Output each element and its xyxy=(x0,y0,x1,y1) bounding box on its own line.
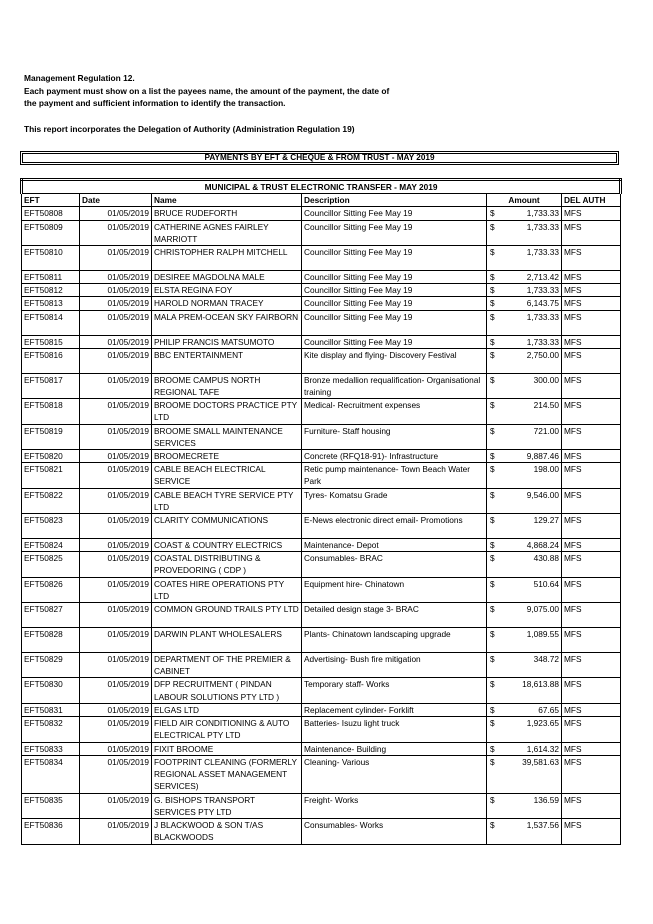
eft-cell: EFT50831 xyxy=(22,703,80,716)
payments-banner: PAYMENTS BY EFT & CHEQUE & FROM TRUST - MAY 2019 xyxy=(20,151,619,165)
payee-name-cell: ELGAS LTD xyxy=(152,703,302,716)
table-row xyxy=(22,717,621,742)
currency-symbol: $ xyxy=(490,285,495,296)
date-cell: 01/05/2019 xyxy=(80,488,152,513)
payee-name-cell: BROOMECRETE xyxy=(152,450,302,463)
amount-value: 6,143.75 xyxy=(526,298,559,309)
eft-cell: EFT50808 xyxy=(22,207,80,220)
currency-symbol: $ xyxy=(490,743,495,754)
date-cell: 01/05/2019 xyxy=(80,450,152,463)
description-cell: Advertising- Bush fire mitigation xyxy=(302,653,487,678)
currency-symbol: $ xyxy=(490,221,495,232)
currency-symbol: $ xyxy=(490,400,495,411)
amount-value: 1,089.55 xyxy=(526,629,559,640)
eft-cell: EFT50826 xyxy=(22,577,80,602)
table-row xyxy=(22,424,621,449)
eft-payments-table xyxy=(20,178,622,845)
eft-cell: EFT50823 xyxy=(22,514,80,539)
payee-name-cell: DEPARTMENT OF THE PREMIER & CABINET xyxy=(152,653,302,678)
del-auth-cell: MFS xyxy=(562,220,621,245)
del-auth-cell: MFS xyxy=(562,755,621,793)
table-row xyxy=(22,463,621,488)
amount-value: 510.64 xyxy=(533,578,559,589)
payee-name-cell: FIELD AIR CONDITIONING & AUTO ELECTRICAL PTY LTD xyxy=(152,717,302,742)
amount-cell xyxy=(487,678,562,703)
delegation-note: This report incorporates the Delegation of Authority (Administration Regulation 19) xyxy=(24,123,355,134)
eft-cell: EFT50836 xyxy=(22,819,80,844)
payee-name-cell: BROOME SMALL MAINTENANCE SERVICES xyxy=(152,424,302,449)
date-cell: 01/05/2019 xyxy=(80,755,152,793)
description-cell: Bronze medallion requalification- Organisational training xyxy=(302,373,487,398)
eft-cell: EFT50828 xyxy=(22,628,80,653)
amount-value: 9,887.46 xyxy=(526,451,559,462)
currency-symbol: $ xyxy=(490,425,495,436)
regulation-text-line: Each payment must show on a list the payees name, the amount of the payment, the date of xyxy=(24,85,390,96)
amount-value: 430.88 xyxy=(533,553,559,564)
amount-cell xyxy=(487,488,562,513)
eft-cell: EFT50815 xyxy=(22,335,80,348)
del-auth-cell: MFS xyxy=(562,373,621,398)
table-row xyxy=(22,207,621,220)
del-auth-cell: MFS xyxy=(562,819,621,844)
description-cell: Councillor Sitting Fee May 19 xyxy=(302,246,487,271)
table-body xyxy=(22,207,621,844)
description-cell: Replacement cylinder- Forklift xyxy=(302,703,487,716)
table-row xyxy=(22,220,621,245)
del-auth-cell: MFS xyxy=(562,717,621,742)
table-row xyxy=(22,577,621,602)
description-cell: Temporary staff- Works xyxy=(302,678,487,703)
description-cell: Councillor Sitting Fee May 19 xyxy=(302,271,487,284)
currency-symbol: $ xyxy=(490,654,495,665)
currency-symbol: $ xyxy=(490,489,495,500)
amount-cell xyxy=(487,246,562,271)
description-cell: Concrete (RFQ18-91)- Infrastructure xyxy=(302,450,487,463)
amount-value: 198.00 xyxy=(533,464,559,475)
payee-name-cell: COASTAL DISTRIBUTING & PROVEDORING ( CDP ) xyxy=(152,552,302,577)
description-cell: Councillor Sitting Fee May 19 xyxy=(302,284,487,297)
column-header-name: Name xyxy=(152,194,302,207)
eft-cell: EFT50813 xyxy=(22,297,80,310)
date-cell: 01/05/2019 xyxy=(80,335,152,348)
table-row xyxy=(22,348,621,373)
amount-value: 2,713.42 xyxy=(526,272,559,283)
table-row xyxy=(22,678,621,703)
amount-value: 1,614.32 xyxy=(526,743,559,754)
payee-name-cell: CABLE BEACH ELECTRICAL SERVICE xyxy=(152,463,302,488)
table-row xyxy=(22,628,621,653)
del-auth-cell: MFS xyxy=(562,246,621,271)
amount-value: 1,733.33 xyxy=(526,221,559,232)
date-cell: 01/05/2019 xyxy=(80,603,152,628)
currency-symbol: $ xyxy=(490,540,495,551)
eft-cell: EFT50835 xyxy=(22,793,80,818)
eft-cell: EFT50814 xyxy=(22,310,80,335)
amount-cell xyxy=(487,717,562,742)
amount-cell xyxy=(487,424,562,449)
amount-value: 67.65 xyxy=(538,704,559,715)
table-row xyxy=(22,603,621,628)
eft-cell: EFT50829 xyxy=(22,653,80,678)
table-row xyxy=(22,284,621,297)
amount-cell xyxy=(487,297,562,310)
date-cell: 01/05/2019 xyxy=(80,819,152,844)
eft-cell: EFT50811 xyxy=(22,271,80,284)
eft-cell: EFT50832 xyxy=(22,717,80,742)
table-row xyxy=(22,335,621,348)
amount-value: 1,733.33 xyxy=(526,285,559,296)
payee-name-cell: BROOME CAMPUS NORTH REGIONAL TAFE xyxy=(152,373,302,398)
amount-value: 1,733.33 xyxy=(526,311,559,322)
payee-name-cell: G. BISHOPS TRANSPORT SERVICES PTY LTD xyxy=(152,793,302,818)
currency-symbol: $ xyxy=(490,553,495,564)
del-auth-cell: MFS xyxy=(562,271,621,284)
date-cell: 01/05/2019 xyxy=(80,653,152,678)
description-cell: Detailed design stage 3- BRAC xyxy=(302,603,487,628)
date-cell: 01/05/2019 xyxy=(80,552,152,577)
eft-cell: EFT50830 xyxy=(22,678,80,703)
amount-cell xyxy=(487,628,562,653)
description-cell: Cleaning- Various xyxy=(302,755,487,793)
currency-symbol: $ xyxy=(490,756,495,767)
currency-symbol: $ xyxy=(490,718,495,729)
date-cell: 01/05/2019 xyxy=(80,207,152,220)
payee-name-cell: COAST & COUNTRY ELECTRICS xyxy=(152,539,302,552)
date-cell: 01/05/2019 xyxy=(80,628,152,653)
description-cell: Consumables- BRAC xyxy=(302,552,487,577)
amount-value: 1,537.56 xyxy=(526,820,559,831)
del-auth-cell: MFS xyxy=(562,450,621,463)
table-row xyxy=(22,742,621,755)
currency-symbol: $ xyxy=(490,336,495,347)
del-auth-cell: MFS xyxy=(562,207,621,220)
currency-symbol: $ xyxy=(490,247,495,258)
amount-value: 9,546.00 xyxy=(526,489,559,500)
eft-cell: EFT50833 xyxy=(22,742,80,755)
currency-symbol: $ xyxy=(490,451,495,462)
currency-symbol: $ xyxy=(490,208,495,219)
amount-cell xyxy=(487,373,562,398)
currency-symbol: $ xyxy=(490,604,495,615)
date-cell: 01/05/2019 xyxy=(80,539,152,552)
payee-name-cell: CATHERINE AGNES FAIRLEY MARRIOTT xyxy=(152,220,302,245)
currency-symbol: $ xyxy=(490,679,495,690)
currency-symbol: $ xyxy=(490,464,495,475)
amount-value: 1,733.33 xyxy=(526,247,559,258)
del-auth-cell: MFS xyxy=(562,603,621,628)
description-cell: E-News electronic direct email- Promotions xyxy=(302,514,487,539)
date-cell: 01/05/2019 xyxy=(80,373,152,398)
del-auth-cell: MFS xyxy=(562,742,621,755)
amount-cell xyxy=(487,220,562,245)
currency-symbol: $ xyxy=(490,298,495,309)
payee-name-cell: COMMON GROUND TRAILS PTY LTD xyxy=(152,603,302,628)
table-row xyxy=(22,373,621,398)
amount-cell xyxy=(487,653,562,678)
date-cell: 01/05/2019 xyxy=(80,742,152,755)
date-cell: 01/05/2019 xyxy=(80,678,152,703)
amount-value: 4,868.24 xyxy=(526,540,559,551)
currency-symbol: $ xyxy=(490,349,495,360)
eft-cell: EFT50810 xyxy=(22,246,80,271)
del-auth-cell: MFS xyxy=(562,348,621,373)
table-row xyxy=(22,514,621,539)
regulation-heading: Management Regulation 12. xyxy=(24,73,135,83)
currency-symbol: $ xyxy=(490,794,495,805)
amount-cell xyxy=(487,552,562,577)
del-auth-cell: MFS xyxy=(562,335,621,348)
table-row xyxy=(22,450,621,463)
amount-value: 1,923.65 xyxy=(526,718,559,729)
payee-name-cell: MALA PREM-OCEAN SKY FAIRBORN xyxy=(152,310,302,335)
description-cell: Equipment hire- Chinatown xyxy=(302,577,487,602)
regulation-intro xyxy=(24,72,624,135)
eft-cell: EFT50818 xyxy=(22,399,80,424)
payee-name-cell: J BLACKWOOD & SON T/AS BLACKWOODS xyxy=(152,819,302,844)
table-row xyxy=(22,271,621,284)
table-row xyxy=(22,246,621,271)
payee-name-cell: CHRISTOPHER RALPH MITCHELL xyxy=(152,246,302,271)
table-row xyxy=(22,488,621,513)
table-row xyxy=(22,703,621,716)
amount-value: 2,750.00 xyxy=(526,349,559,360)
amount-value: 214.50 xyxy=(533,400,559,411)
payee-name-cell: ELSTA REGINA FOY xyxy=(152,284,302,297)
payee-name-cell: BBC ENTERTAINMENT xyxy=(152,348,302,373)
table-row xyxy=(22,793,621,818)
table-row xyxy=(22,297,621,310)
amount-cell xyxy=(487,310,562,335)
payee-name-cell: DFP RECRUITMENT ( PINDAN LABOUR SOLUTIONS PTY LTD ) xyxy=(152,678,302,703)
amount-cell xyxy=(487,793,562,818)
del-auth-cell: MFS xyxy=(562,310,621,335)
payee-name-cell: PHILIP FRANCIS MATSUMOTO xyxy=(152,335,302,348)
amount-cell xyxy=(487,539,562,552)
column-header-amount: Amount xyxy=(487,194,562,207)
amount-cell xyxy=(487,703,562,716)
table-row xyxy=(22,552,621,577)
date-cell: 01/05/2019 xyxy=(80,220,152,245)
payee-name-cell: FIXIT BROOME xyxy=(152,742,302,755)
payee-name-cell: HAROLD NORMAN TRACEY xyxy=(152,297,302,310)
amount-cell xyxy=(487,450,562,463)
column-header-date: Date xyxy=(80,194,152,207)
del-auth-cell: MFS xyxy=(562,552,621,577)
payee-name-cell: FOOTPRINT CLEANING (FORMERLY REGIONAL ASSET MANAGEMENT SERVICES) xyxy=(152,755,302,793)
description-cell: Councillor Sitting Fee May 19 xyxy=(302,310,487,335)
date-cell: 01/05/2019 xyxy=(80,297,152,310)
description-cell: Batteries- Isuzu light truck xyxy=(302,717,487,742)
date-cell: 01/05/2019 xyxy=(80,348,152,373)
date-cell: 01/05/2019 xyxy=(80,284,152,297)
amount-value: 9,075.00 xyxy=(526,604,559,615)
table-row xyxy=(22,399,621,424)
eft-cell: EFT50822 xyxy=(22,488,80,513)
description-cell: Councillor Sitting Fee May 19 xyxy=(302,207,487,220)
amount-cell xyxy=(487,284,562,297)
eft-cell: EFT50827 xyxy=(22,603,80,628)
table-subtitle: MUNICIPAL & TRUST ELECTRONIC TRANSFER - MAY 2019 xyxy=(22,180,621,194)
table-row xyxy=(22,755,621,793)
date-cell: 01/05/2019 xyxy=(80,514,152,539)
amount-value: 348.72 xyxy=(533,654,559,665)
table-row xyxy=(22,310,621,335)
del-auth-cell: MFS xyxy=(562,284,621,297)
amount-value: 18,613.88 xyxy=(522,679,559,690)
del-auth-cell: MFS xyxy=(562,463,621,488)
description-cell: Retic pump maintenance- Town Beach Water Park xyxy=(302,463,487,488)
payee-name-cell: DESIREE MAGDOLNA MALE xyxy=(152,271,302,284)
description-cell: Consumables- Works xyxy=(302,819,487,844)
description-cell: Kite display and flying- Discovery Festival xyxy=(302,348,487,373)
currency-symbol: $ xyxy=(490,515,495,526)
description-cell: Furniture- Staff housing xyxy=(302,424,487,449)
currency-symbol: $ xyxy=(490,272,495,283)
date-cell: 01/05/2019 xyxy=(80,717,152,742)
eft-cell: EFT50824 xyxy=(22,539,80,552)
amount-value: 39,581.63 xyxy=(522,756,559,767)
column-header-description: Description xyxy=(302,194,487,207)
table-row xyxy=(22,653,621,678)
eft-cell: EFT50819 xyxy=(22,424,80,449)
currency-symbol: $ xyxy=(490,704,495,715)
del-auth-cell: MFS xyxy=(562,793,621,818)
date-cell: 01/05/2019 xyxy=(80,577,152,602)
regulation-text-line: the payment and sufficient information to identify the transaction. xyxy=(24,98,286,109)
eft-cell: EFT50809 xyxy=(22,220,80,245)
amount-cell xyxy=(487,755,562,793)
amount-value: 721.00 xyxy=(533,425,559,436)
date-cell: 01/05/2019 xyxy=(80,463,152,488)
currency-symbol: $ xyxy=(490,578,495,589)
del-auth-cell: MFS xyxy=(562,703,621,716)
amount-value: 136.59 xyxy=(533,794,559,805)
del-auth-cell: MFS xyxy=(562,678,621,703)
del-auth-cell: MFS xyxy=(562,653,621,678)
description-cell: Medical- Recruitment expenses xyxy=(302,399,487,424)
del-auth-cell: MFS xyxy=(562,628,621,653)
description-cell: Councillor Sitting Fee May 19 xyxy=(302,220,487,245)
payee-name-cell: BROOME DOCTORS PRACTICE PTY LTD xyxy=(152,399,302,424)
amount-value: 1,733.33 xyxy=(526,208,559,219)
eft-cell: EFT50816 xyxy=(22,348,80,373)
eft-cell: EFT50812 xyxy=(22,284,80,297)
del-auth-cell: MFS xyxy=(562,399,621,424)
description-cell: Councillor Sitting Fee May 19 xyxy=(302,297,487,310)
amount-cell xyxy=(487,819,562,844)
eft-cell: EFT50825 xyxy=(22,552,80,577)
amount-value: 1,733.33 xyxy=(526,336,559,347)
del-auth-cell: MFS xyxy=(562,297,621,310)
description-cell: Tyres- Komatsu Grade xyxy=(302,488,487,513)
amount-cell xyxy=(487,463,562,488)
eft-cell: EFT50817 xyxy=(22,373,80,398)
currency-symbol: $ xyxy=(490,374,495,385)
payee-name-cell: BRUCE RUDEFORTH xyxy=(152,207,302,220)
eft-cell: EFT50834 xyxy=(22,755,80,793)
del-auth-cell: MFS xyxy=(562,539,621,552)
currency-symbol: $ xyxy=(490,629,495,640)
amount-value: 129.27 xyxy=(533,515,559,526)
description-cell: Maintenance- Depot xyxy=(302,539,487,552)
column-header-del-auth: DEL AUTH xyxy=(562,194,621,207)
eft-cell: EFT50820 xyxy=(22,450,80,463)
amount-value: 300.00 xyxy=(533,374,559,385)
date-cell: 01/05/2019 xyxy=(80,424,152,449)
description-cell: Councillor Sitting Fee May 19 xyxy=(302,335,487,348)
eft-cell: EFT50821 xyxy=(22,463,80,488)
description-cell: Maintenance- Building xyxy=(302,742,487,755)
amount-cell xyxy=(487,399,562,424)
del-auth-cell: MFS xyxy=(562,424,621,449)
amount-cell xyxy=(487,603,562,628)
description-cell: Freight- Works xyxy=(302,793,487,818)
date-cell: 01/05/2019 xyxy=(80,399,152,424)
del-auth-cell: MFS xyxy=(562,488,621,513)
payee-name-cell: CLARITY COMMUNICATIONS xyxy=(152,514,302,539)
date-cell: 01/05/2019 xyxy=(80,271,152,284)
payee-name-cell: DARWIN PLANT WHOLESALERS xyxy=(152,628,302,653)
date-cell: 01/05/2019 xyxy=(80,793,152,818)
currency-symbol: $ xyxy=(490,311,495,322)
amount-cell xyxy=(487,271,562,284)
description-cell: Plants- Chinatown landscaping upgrade xyxy=(302,628,487,653)
date-cell: 01/05/2019 xyxy=(80,310,152,335)
amount-cell xyxy=(487,348,562,373)
table-row xyxy=(22,819,621,844)
payee-name-cell: CABLE BEACH TYRE SERVICE PTY LTD xyxy=(152,488,302,513)
date-cell: 01/05/2019 xyxy=(80,703,152,716)
del-auth-cell: MFS xyxy=(562,577,621,602)
amount-cell xyxy=(487,514,562,539)
amount-cell xyxy=(487,742,562,755)
payee-name-cell: COATES HIRE OPERATIONS PTY LTD xyxy=(152,577,302,602)
amount-cell xyxy=(487,577,562,602)
amount-cell xyxy=(487,207,562,220)
currency-symbol: $ xyxy=(490,820,495,831)
del-auth-cell: MFS xyxy=(562,514,621,539)
date-cell: 01/05/2019 xyxy=(80,246,152,271)
table-row xyxy=(22,539,621,552)
amount-cell xyxy=(487,335,562,348)
column-header-eft: EFT xyxy=(22,194,80,207)
